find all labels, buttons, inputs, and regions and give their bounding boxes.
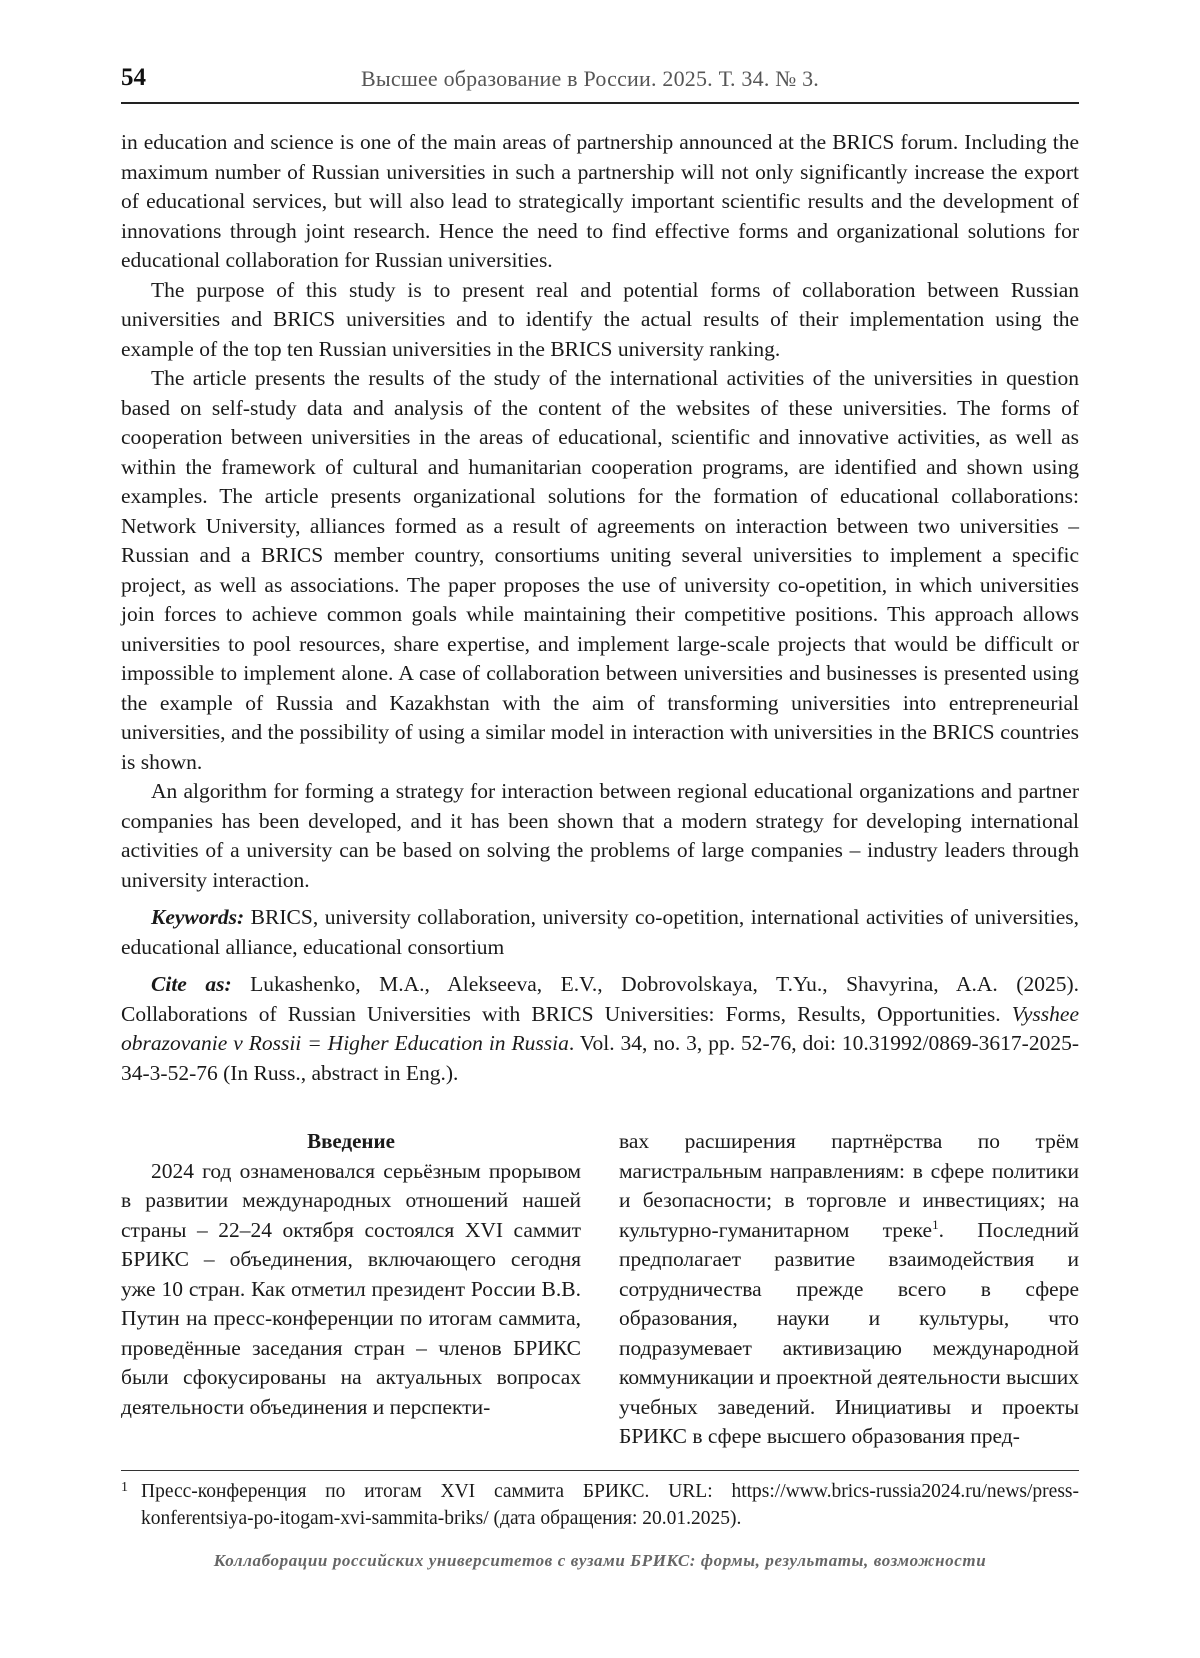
cite-text-2: . Vol. 34, no. 3, pp. 52-76, doi: 10.31992/0869-3617-2025-34-3-52-76 (In Russ., abstract in Eng.). <box>121 1031 1079 1085</box>
running-title: Высшее образование в России. 2025. Т. 34. № 3. <box>361 66 820 91</box>
footnote <box>121 1478 1079 1532</box>
abstract-paragraph-3: The article presents the results of the study of the international activities of the universities in question based on self-study data and analysis of the content of the websites of these universities. The forms of cooperation between universities in the areas of educational, scientific and innovative activities, as well as within the framework of cultural and humanitarian cooperation programs, are identified and shown using examples. The article presents organizational solutions for the formation of educational collaborations: Network University, alliances formed as a result of agreements on interaction between two universities – Russian and a BRICS member country, consortiums uniting several universities to implement a specific project, as well as associations. The paper proposes the use of university co-opetition, in which universities join forces to achieve common goals while maintaining their competitive positions. This approach allows universities to pool resources, share expertise, and implement large-scale projects that would be difficult or impossible to implement alone. A case of collaboration between universities and businesses is presented using the example of Russia and Kazakhstan with the aim of transforming universities into entrepreneurial universities, and the possibility of using a similar model in interaction with universities in the BRICS countries is shown. <box>121 366 1079 774</box>
citation <box>121 970 1079 1088</box>
journal-page <box>121 0 1079 1658</box>
abstract-section <box>121 128 1079 1088</box>
footnote-text: Пресс-конференция по итогам XVI саммита БРИКС. URL: https://www.brics-russia2024.ru/news/press-konferentsiya-po-itogam-xvi-sammita-briks/ (дата обращения: 20.01.2025). <box>141 1481 1079 1529</box>
section-heading: Введение <box>307 1129 395 1153</box>
right-text-part-1: вах расширения партнёрства по трём магистральным направлениям: в сфере политики и безопасности; в торговле и инвестициях; на культурно-гуманитарном треке <box>619 1129 1079 1242</box>
footnote-divider <box>121 1470 1079 1471</box>
cite-label: Cite as: <box>151 972 232 996</box>
right-text-part-2: . Последний предполагает развитие взаимодействия и сотрудничества прежде всего в сфере образования, науки и культуры, что подразумевает активизацию международной коммуникации и проектной деятельности высших учебных заведений. Инициативы и проекты БРИКС в сфере высшего образования пред- <box>619 1217 1080 1448</box>
right-column <box>619 1127 1079 1452</box>
page-footer: Коллаборации российских университетов с вузами БРИКС: формы, результаты, возможности <box>213 1551 987 1570</box>
page-header <box>121 62 1079 104</box>
page-number: 54 <box>121 64 146 91</box>
cite-text-1: Lukashenko, M.A., Alekseeva, E.V., Dobrovolskaya, T.Yu., Shavyrina, A.A. (2025). Collaborations of Russian Universities with BRICS Universities: Forms, Results, Opportunities. <box>121 972 1079 1026</box>
right-column-text <box>619 1127 1079 1452</box>
abstract-paragraph-4: An algorithm for forming a strategy for interaction between regional educational organizations and partner companies has been developed, and it has been shown that a modern strategy for developing international activities of a university can be based on solving the problems of large companies – industry leaders through university interaction. <box>121 779 1079 892</box>
footnote-reference[interactable]: 1 <box>932 1216 939 1232</box>
keywords-text: BRICS, university collaboration, university co-opetition, international activities of universities, educational alliance, educational consortium <box>121 905 1079 959</box>
cite-journal: Vysshee obrazovanie v Rossii = Higher Education in Russia <box>121 1001 1079 1055</box>
abstract-paragraph-2: The purpose of this study is to present real and potential forms of collaboration between Russian universities and BRICS universities and to identify the actual results of their implementation using the example of the top ten Russian universities in the BRICS university ranking. <box>121 277 1079 361</box>
abstract-paragraph-1: in education and science is one of the main areas of partnership announced at the BRICS forum. Including the maximum number of Russian universities in such a partnership will not only significantly increase the export of educational services, but will also lead to strategically important scientific results and the development of innovations through joint research. Hence the need to find effective forms and organizational solutions for educational collaboration for Russian universities. <box>121 130 1079 272</box>
keywords-label: Keywords: <box>151 905 245 929</box>
left-column-text: 2024 год ознаменовался серьёзным прорывом в развитии международных отношений нашей страны – 22–24 октября состоялся XVI саммит БРИКС – объединения, включающего сегодня уже 10 стран. Как отметил президент России В.В. Путин на пресс-конференции по итогам саммита, проведённые заседания стран – членов БРИКС были сфокусированы на актуальных вопросах деятельности объединения и перспекти- <box>121 1158 581 1419</box>
footnote-mark: 1 <box>121 1480 128 1495</box>
left-column <box>121 1127 581 1422</box>
keywords <box>121 903 1079 962</box>
